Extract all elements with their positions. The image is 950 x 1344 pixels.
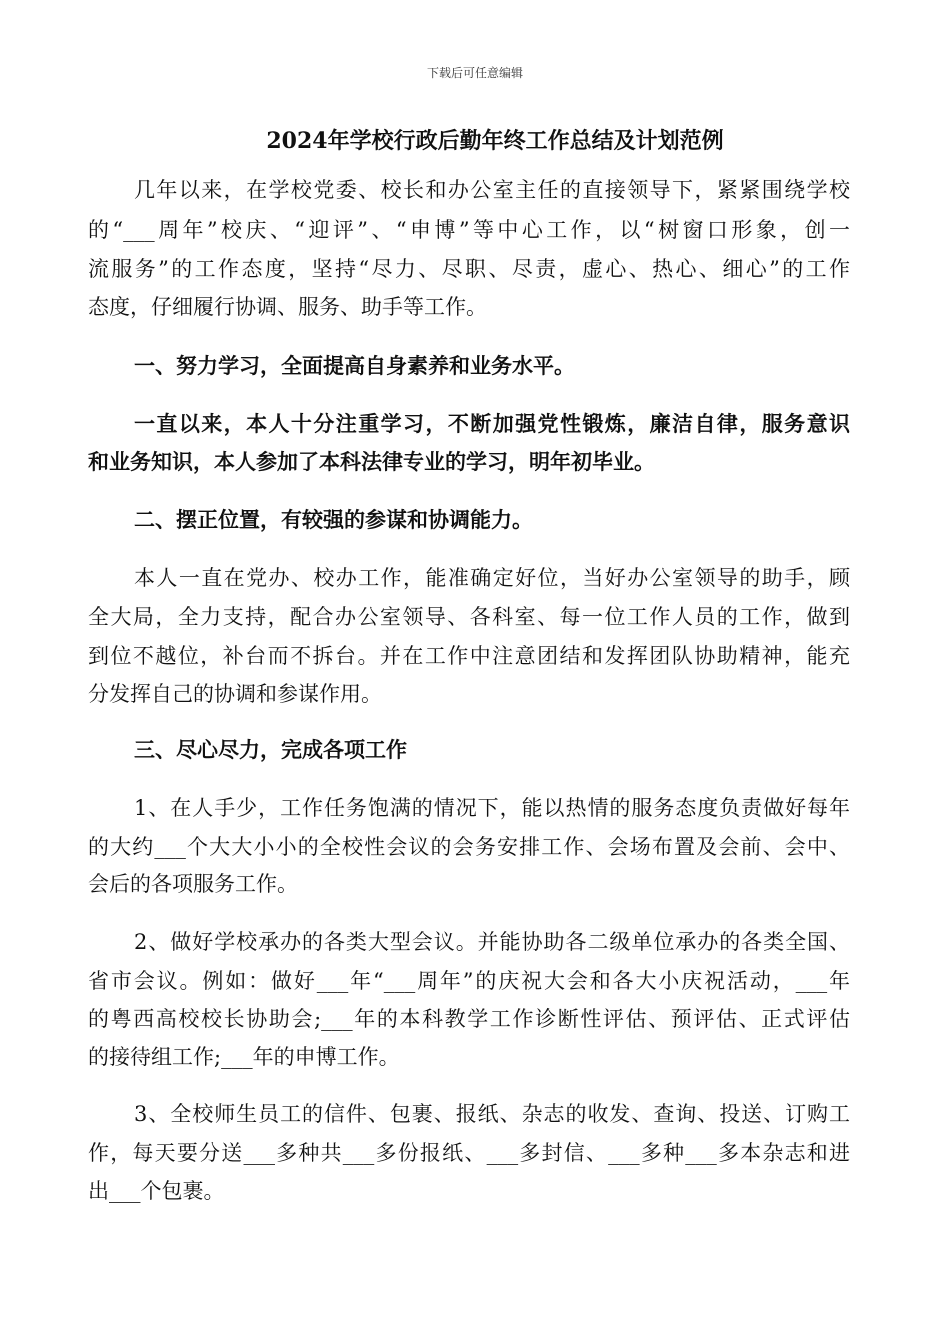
paragraph-line: 分发挥自己的协调和参谋作用。 xyxy=(88,682,382,706)
paragraph-line: 到位不越位，补台而不拆台。并在工作中注意团结和发挥团队协助精神，能充 xyxy=(88,644,850,668)
paragraph-line: 的大约___个大大小小的全校性会议的会务安排工作、会场布置及会前、会中、 xyxy=(88,835,850,859)
paragraph-line: 3、全校师生员工的信件、包裹、报纸、杂志的收发、查询、投送、订购工 xyxy=(134,1102,850,1126)
paragraph-line: 出___个包裹。 xyxy=(88,1179,225,1203)
paragraph-line: 几年以来，在学校党委、校长和办公室主任的直接领导下，紧紧围绕学校 xyxy=(134,178,850,202)
paragraph-line: 态度，仔细履行协调、服务、助手等工作。 xyxy=(88,295,487,319)
page-header: 下载后可任意编辑 xyxy=(426,66,523,80)
document-title: 2024年学校行政后勤年终工作总结及计划范例 xyxy=(266,128,724,154)
paragraph-line: 省市会议。例如：做好___年“___周年”的庆祝大会和各大小庆祝活动，___年 xyxy=(88,969,850,993)
paragraph-line: 全大局，全力支持，配合办公室领导、各科室、每一位工作人员的工作，做到 xyxy=(88,605,850,629)
paragraph-line: 流服务”的工作态度，坚持“尽力、尽职、尽责，虚心、热心、细心”的工作 xyxy=(88,257,850,281)
paragraph-line: 一直以来，本人十分注重学习，不断加强党性锻炼，廉洁自律，服务意识 xyxy=(134,411,850,436)
paragraph-line: 本人一直在党办、校办工作，能准确定好位，当好办公室领导的助手，顾 xyxy=(134,566,850,590)
paragraph-line: 的粤西高校校长协助会;___年的本科教学工作诊断性评估、预评估、正式评估 xyxy=(88,1007,850,1031)
paragraph-line: 1、在人手少，工作任务饱满的情况下，能以热情的服务态度负责做好每年 xyxy=(134,796,850,820)
paragraph-line: 作，每天要分送___多种共___多份报纸、___多封信、___多种___多本杂志和进 xyxy=(88,1141,850,1165)
section-heading: 二、摆正位置，有较强的参谋和协调能力。 xyxy=(134,507,533,532)
paragraph-line: 2、做好学校承办的各类大型会议。并能协助各二级单位承办的各类全国、 xyxy=(134,930,850,954)
section-heading: 一、努力学习，全面提高自身素养和业务水平。 xyxy=(134,353,575,378)
paragraph-line: 和业务知识，本人参加了本科法律专业的学习，明年初毕业。 xyxy=(88,449,655,474)
paragraph-line: 会后的各项服务工作。 xyxy=(88,872,298,896)
paragraph-line: 的接待组工作;___年的申博工作。 xyxy=(88,1045,400,1069)
paragraph-line: 的“___周年”校庆、“迎评”、“申博”等中心工作，以“树窗口形象，创一 xyxy=(88,218,850,242)
section-heading: 三、尽心尽力，完成各项工作 xyxy=(134,737,407,762)
